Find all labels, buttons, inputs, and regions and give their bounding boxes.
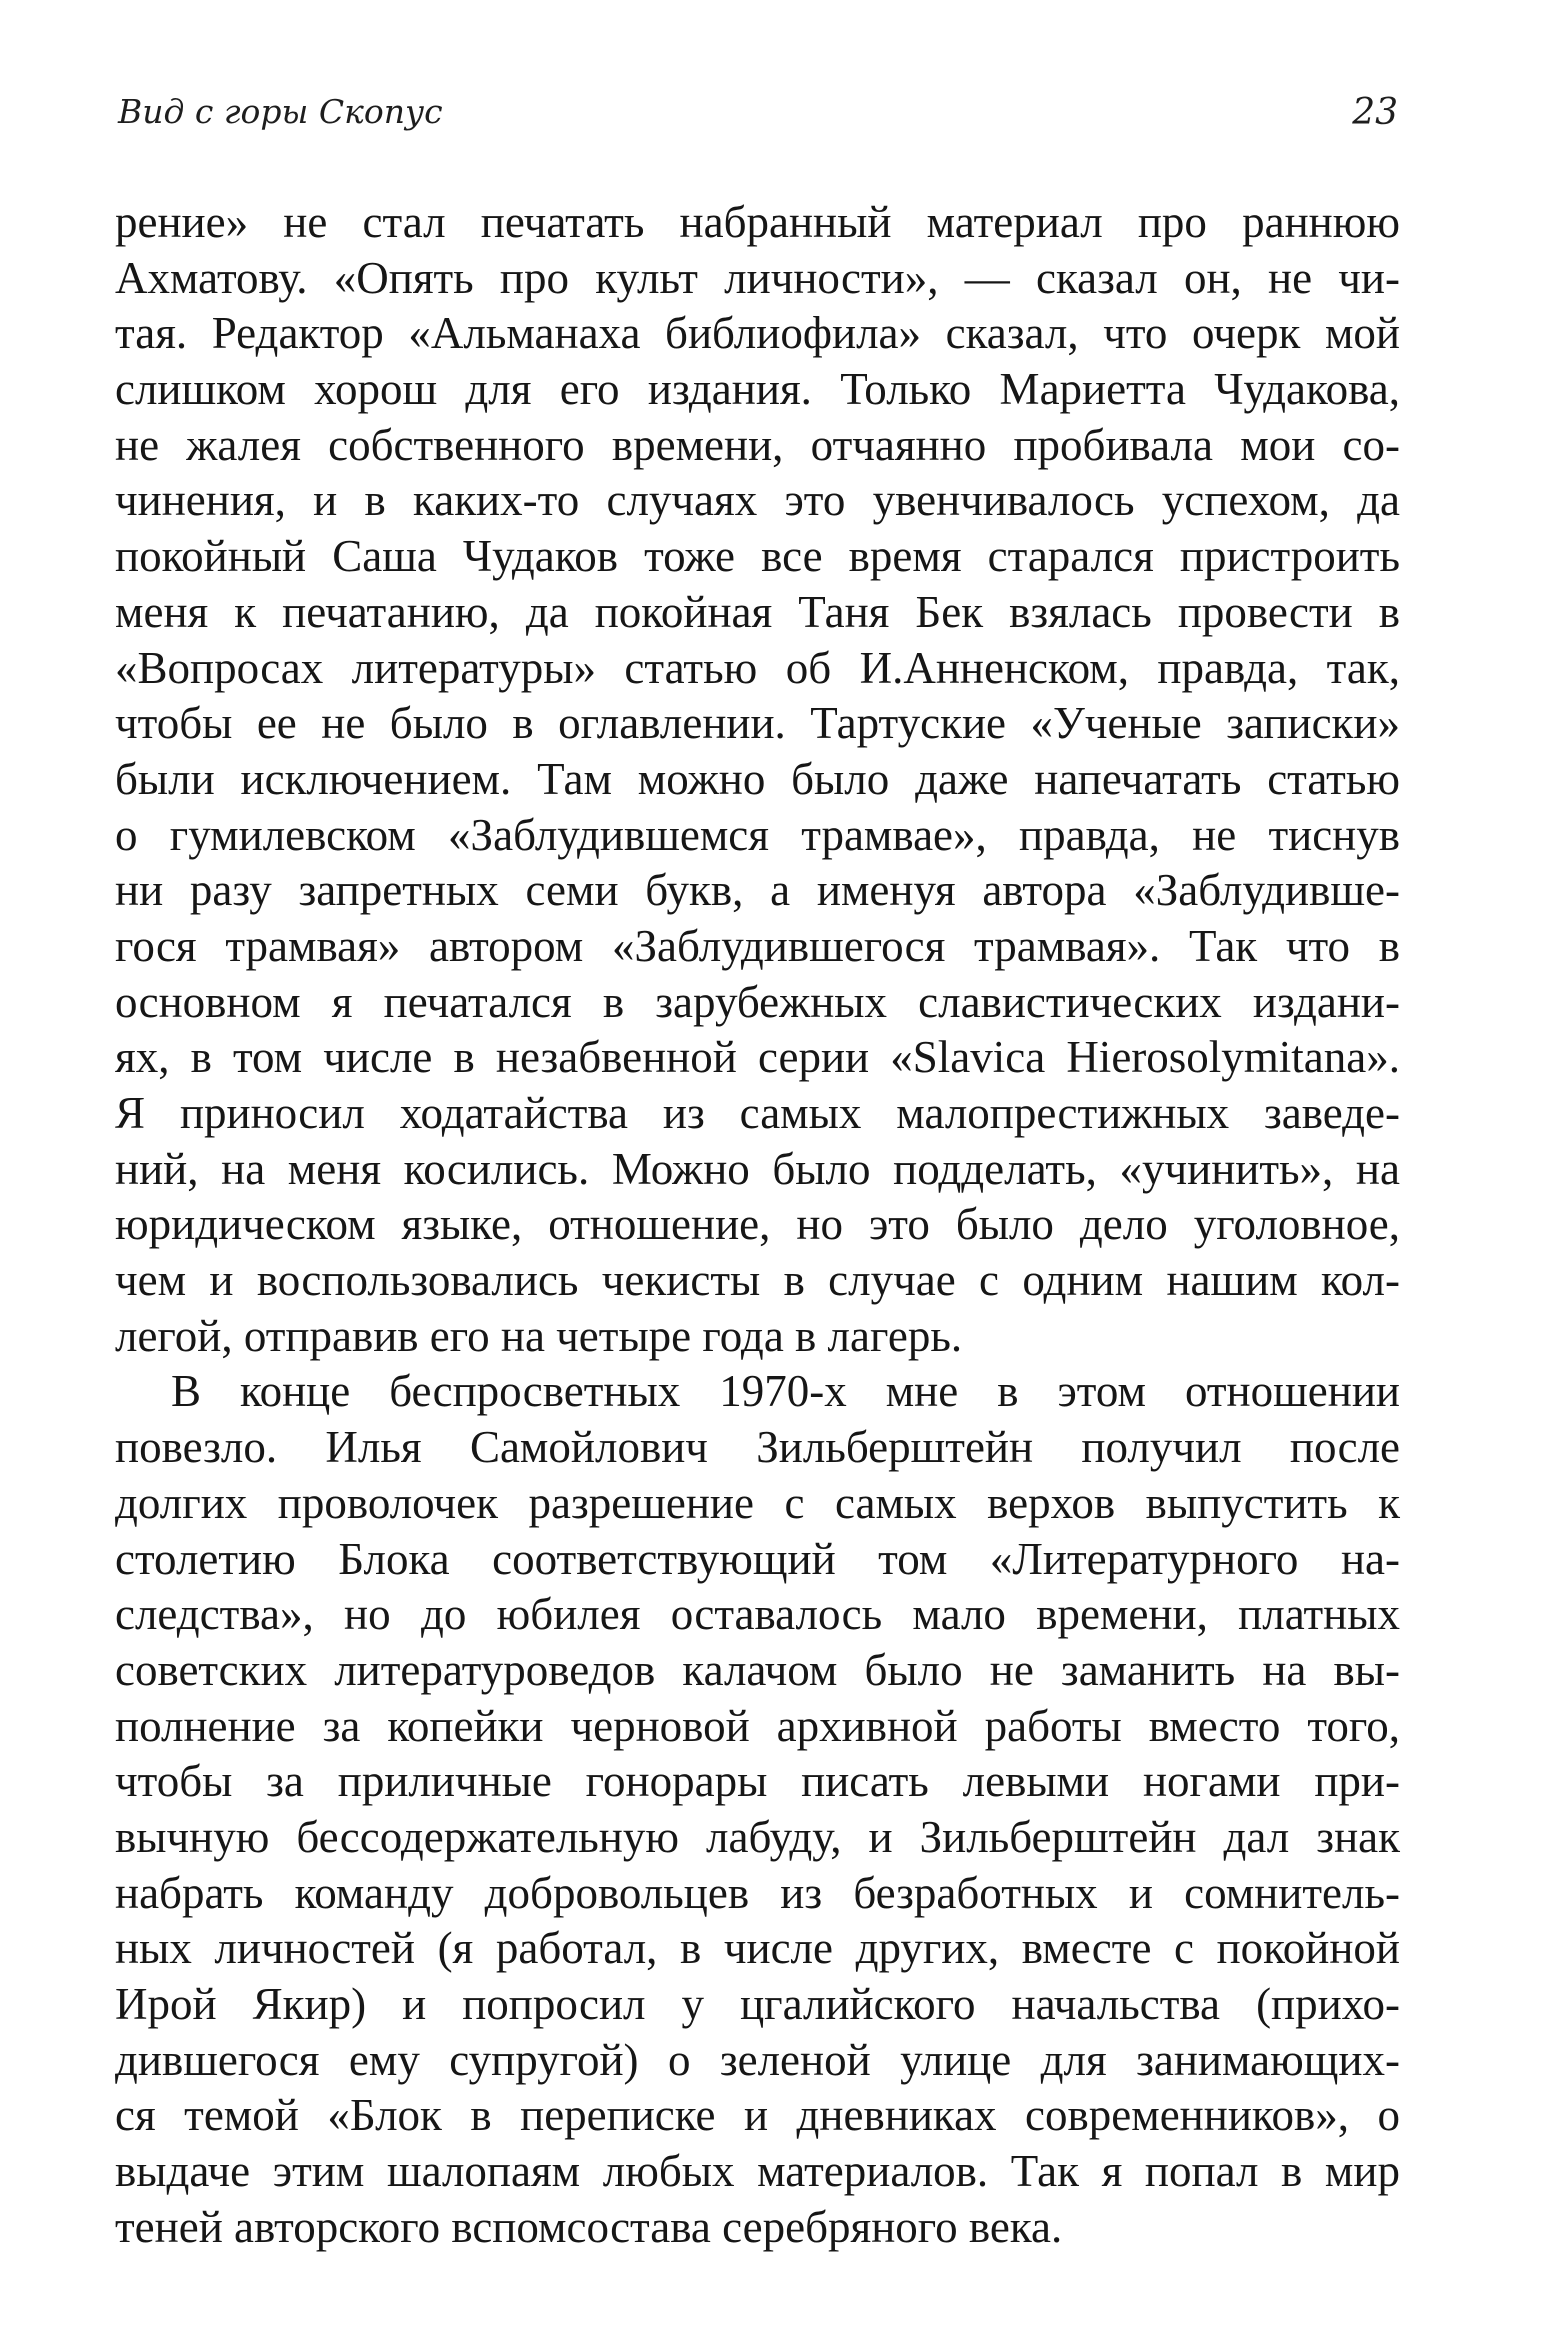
text-line: основном я печатался в зарубежных славистических издани- xyxy=(115,976,1400,1027)
text-line: не жалея собственного времени, отчаянно пробивала мои со- xyxy=(115,419,1400,470)
text-line: набрать команду добровольцев из безработных и сомнитель- xyxy=(115,1867,1400,1918)
text-line: были исключением. Там можно было даже напечатать статью xyxy=(115,753,1400,804)
text-line: дившегося ему супругой) о зеленой улице для занимающих- xyxy=(115,2034,1400,2085)
text-line: чтобы ее не было в оглавлении. Тартуские «Ученые записки» xyxy=(115,698,1400,749)
text-line: следства», но до юбилея оставалось мало времени, платных xyxy=(115,1589,1400,1640)
text-line: покойный Саша Чудаков тоже все время старался пристроить xyxy=(115,531,1400,582)
text-line: Ахматову. «Опять про культ личности», — сказал он, не чи- xyxy=(115,252,1400,303)
text-line: чтобы за приличные гонорары писать левыми ногами при- xyxy=(115,1756,1400,1807)
text-line: рение» не стал печатать набранный материал про раннюю xyxy=(115,197,1400,247)
text-line: ся темой «Блок в переписке и дневниках современников», о xyxy=(115,2090,1400,2141)
body-text xyxy=(115,195,1400,2255)
text-line: долгих проволочек разрешение с самых верхов выпустить к xyxy=(115,1477,1400,1528)
text-line: повезло. Илья Самойлович Зильберштейн получил после xyxy=(115,1422,1400,1473)
text-line: ях, в том числе в незабвенной серии «Slavica Hierosolymitana». xyxy=(115,1032,1400,1083)
text-line: юридическом языке, отношение, но это было дело уголовное, xyxy=(115,1199,1400,1250)
text-line: вычную бессодержательную лабуду, и Зильберштейн дал знак xyxy=(115,1811,1400,1862)
text-line: гося трамвая» автором «Заблудившегося трамвая». Так что в xyxy=(115,920,1400,971)
text-line: ний, на меня косились. Можно было подделать, «учинить», на xyxy=(115,1143,1400,1194)
text-line: чинения, и в каких-то случаях это увенчивалось успехом, да xyxy=(115,475,1400,526)
text-line: Я приносил ходатайства из самых малопрестижных заведе- xyxy=(115,1088,1400,1138)
text-line: столетию Блока соответствующий том «Литературного на- xyxy=(115,1533,1400,1584)
text-line: советских литературоведов калачом было не заманить на вы- xyxy=(115,1644,1400,1695)
text-line: ни разу запретных семи букв, а именуя автора «Заблудивше- xyxy=(115,865,1400,916)
text-line: меня к печатанию, да покойная Таня Бек взялась провести в xyxy=(115,586,1400,637)
page-number: 23 xyxy=(1352,92,1398,133)
text-line: «Вопросах литературы» статью об И.Анненском, правда, так, xyxy=(115,642,1400,693)
text-line: Ирой Якир) и попросил у цгалийского начальства (прихо- xyxy=(115,1979,1400,2029)
text-line: ных личностей (я работал, в числе других, вместе с покойной xyxy=(115,1923,1400,1974)
text-line: легой, отправив его на четыре года в лагерь. xyxy=(115,1310,963,1361)
text-line: о гумилевском «Заблудившемся трамвае», правда, не тиснув xyxy=(115,809,1400,860)
paragraph xyxy=(115,1364,1400,2255)
text-line: чем и воспользовались чекисты в случае с одним нашим кол- xyxy=(115,1255,1400,1306)
running-head: Вид с горы Скопус xyxy=(118,92,443,131)
text-line: полнение за копейки черновой архивной работы вместо того, xyxy=(115,1700,1400,1751)
text-line: выдаче этим шалопаям любых материалов. Так я попал в мир xyxy=(115,2146,1400,2197)
text-line: слишком хорош для его издания. Только Мариетта Чудакова, xyxy=(115,364,1400,415)
text-line: В конце беспросветных 1970-х мне в этом отношении xyxy=(171,1366,1400,1417)
text-line: тая. Редактор «Альманаха библиофила» сказал, что очерк мой xyxy=(115,308,1400,359)
paragraph xyxy=(115,195,1400,1364)
text-line: теней авторского вспомсостава серебряного века. xyxy=(115,2201,1063,2252)
